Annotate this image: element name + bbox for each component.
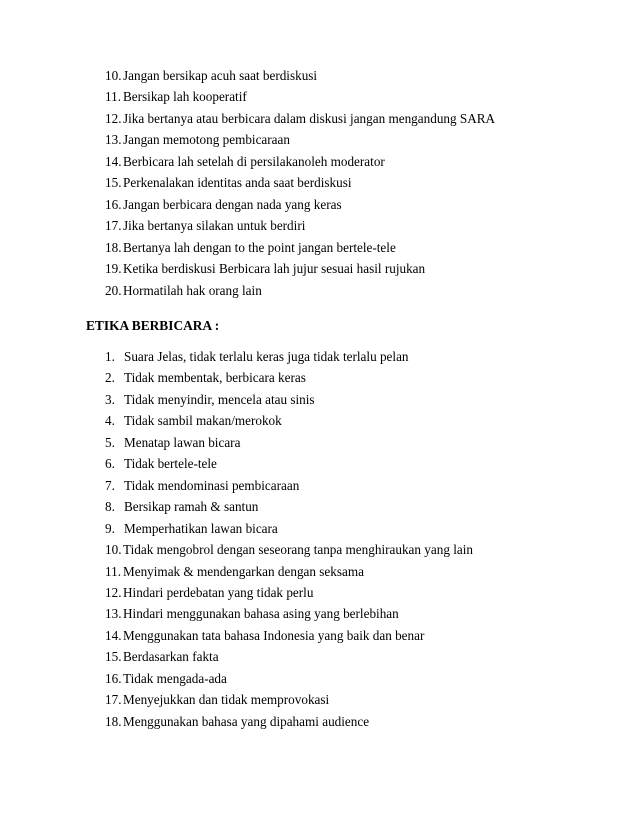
list-item-number: 7. [105,477,115,493]
list-item-text: Hindari perdebatan yang tidak perlu [123,584,314,600]
list-item-number: 10. [105,68,122,83]
list-item-number: 18. [105,713,122,729]
list-item-text: Jangan memotong pembicaraan [123,132,290,148]
list-item-text: Tidak sambil makan/merokok [124,413,282,429]
list-item-text: Jika bertanya silakan untuk berdiri [123,218,306,234]
list-item-text: Bertanya lah dengan to the point jangan bertele-tele [123,239,396,255]
list-item-number: 10. [105,542,122,558]
list-item-text: Ketika berdiskusi Berbicara lah jujur sesuai hasil rujukan [123,261,426,277]
list-item-number: 2. [105,370,115,386]
list-item-number: 1. [105,349,115,364]
list-item-text: Tidak mendominasi pembicaraan [124,477,300,493]
list-item-number: 4. [105,413,115,429]
list-item-text: Tidak mengobrol dengan seseorang tanpa menghiraukan yang lain [123,542,473,558]
list-item-number: 17. [105,218,122,234]
list-item-text: Menggunakan bahasa yang dipahami audience [123,713,370,729]
list-item-number: 5. [105,434,115,450]
list-item-number: 12. [105,584,122,600]
list-item-number: 16. [105,670,122,686]
list-item-text: Tidak bertele-tele [124,456,217,472]
list-item-text: Jika bertanya atau berbicara dalam diskusi jangan mengandung SARA [123,110,496,126]
list-item-text: Tidak menyindir, mencela atau sinis [124,391,315,407]
list-item-text: Hindari menggunakan bahasa asing yang berlebihan [123,606,399,622]
list-item-text: Bersikap lah kooperatif [123,89,247,105]
list-item-number: 12. [105,110,122,126]
list-item-text: Menyejukkan dan tidak memprovokasi [123,692,330,708]
list-item-text: Menyimak & mendengarkan dengan seksama [123,563,364,579]
list-item-number: 18. [105,239,122,255]
list-item-number: 15. [105,175,122,191]
list-item-number: 9. [105,520,115,536]
list-item-number: 13. [105,132,122,148]
list-item-number: 20. [105,282,122,298]
list-item-text: Tidak membentak, berbicara keras [124,370,306,386]
list-item-text: Bersikap ramah & santun [124,499,259,515]
list-item-text: Memperhatikan lawan bicara [124,520,278,536]
list-item-number: 19. [105,261,122,277]
list-item-text: Jangan bersikap acuh saat berdiskusi [123,68,318,83]
list-item-number: 11. [105,563,121,579]
list-item-number: 15. [105,649,122,665]
list-item-number: 11. [105,89,121,105]
list-item-number: 14. [105,627,122,643]
list-item-text: Perkenalakan identitas anda saat berdiskusi [123,175,352,191]
list-item-text: Berdasarkan fakta [123,649,219,665]
list-item-text: Menatap lawan bicara [124,434,241,450]
list-item-text: Tidak mengada-ada [123,670,227,686]
list-item-number: 3. [105,391,115,407]
list-item-number: 14. [105,153,122,169]
list-item-number: 17. [105,692,122,708]
list-item-text: Menggunakan tata bahasa Indonesia yang baik dan benar [123,627,425,643]
list-item-text: Berbicara lah setelah di persilakanoleh moderator [123,153,385,169]
list-item-number: 6. [105,456,115,472]
list-item-number: 13. [105,606,122,622]
list-item-text: Suara Jelas, tidak terlalu keras juga tidak terlalu pelan [124,349,409,364]
section-heading: ETIKA BERBICARA : [86,318,220,333]
list-item-text: Jangan berbicara dengan nada yang keras [123,196,342,212]
list-item-text: Hormatilah hak orang lain [123,282,262,298]
list-item-number: 16. [105,196,122,212]
list-item-number: 8. [105,499,115,515]
